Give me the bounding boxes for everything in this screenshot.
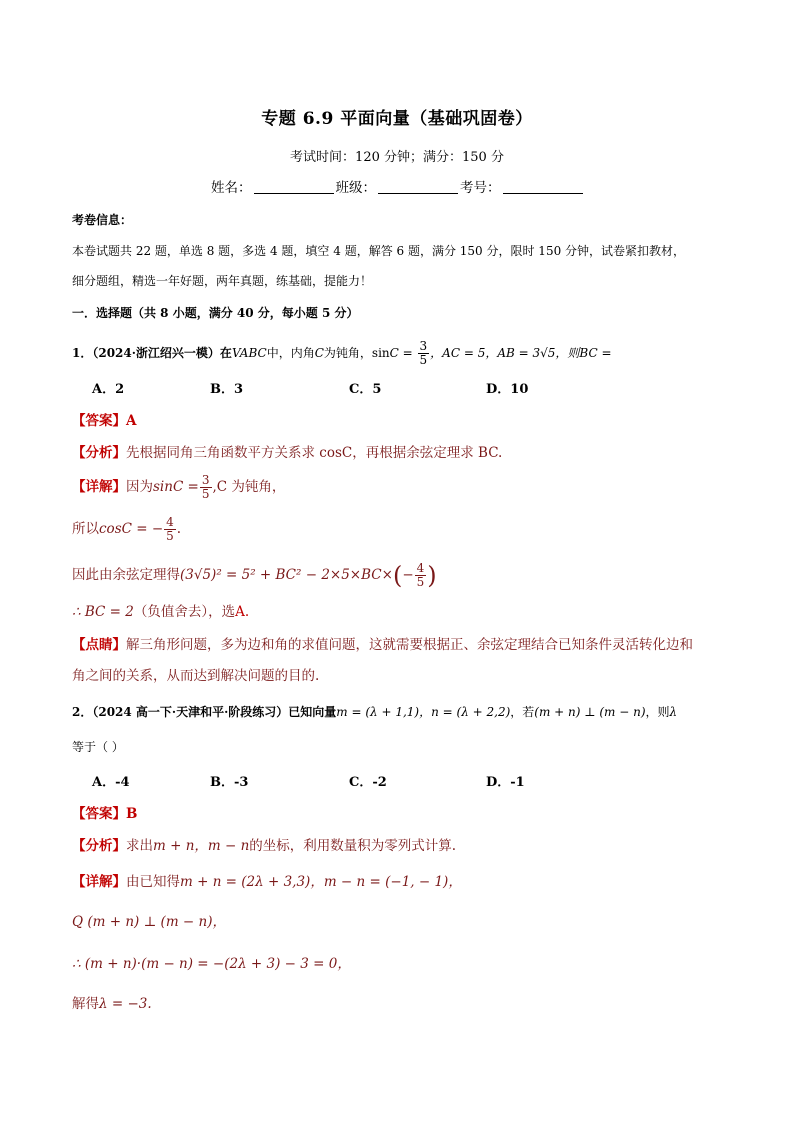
q1-detail2-num: 4	[166, 515, 174, 529]
q1-detail-1	[72, 474, 285, 501]
q1-eq: =	[398, 346, 417, 360]
q1-detail3-expr: (3√5)² = 5² + BC² − 2×5×BC×	[180, 567, 393, 583]
q1-left-paren: (	[392, 561, 403, 590]
q1-sin-arg: C	[389, 346, 399, 360]
q1-detail3-a: 因此由余弦定理得	[72, 567, 180, 583]
q1-comment-1	[72, 633, 693, 653]
q1-detail1-frac	[200, 474, 212, 501]
q2-detail-2: Q (m + n) ⊥ (m − n)，	[72, 914, 226, 930]
number-blank[interactable]	[503, 181, 583, 194]
q2-detail-4	[72, 992, 152, 1012]
q1-triangle: VABC	[231, 346, 267, 360]
q2-analysis-tag: 【分析】	[72, 838, 126, 854]
q1-detail2-cos: cosC = −	[99, 521, 164, 537]
q2-option-d[interactable]: D．-1	[486, 775, 525, 790]
q2-m-vector: m = (λ + 1,1)	[336, 705, 420, 719]
q1-detail2-frac	[164, 516, 176, 543]
q1-detail2-den: 5	[166, 529, 174, 543]
q1-frac-den: 5	[419, 353, 428, 367]
q1-analysis	[72, 441, 502, 461]
q2-analysis-expr: m + n，m − n	[153, 838, 250, 854]
q1-answer-value: A	[126, 413, 137, 429]
q1-comment-line-2: 角之间的关系，从而达到解决问题的目的.	[72, 668, 320, 684]
class-label: 班级：	[335, 180, 376, 196]
q2-option-c[interactable]: C．-2	[349, 775, 387, 790]
q1-detail-tag: 【详解】	[72, 479, 126, 495]
q1-comment-tag: 【点睛】	[72, 637, 126, 653]
q1-detail-2	[72, 516, 181, 543]
q2-prefix: 2．（2024 高一下·天津和平·阶段练习）已知向量	[72, 705, 337, 719]
q1-answer-tag: 【答案】	[72, 413, 126, 429]
q1-option-b[interactable]: B．3	[210, 382, 244, 397]
q2-detail-3: ∴ (m + n)·(m − n) = −(2λ + 3) − 3 = 0，	[72, 956, 351, 972]
q1-detail3-frac	[415, 562, 427, 589]
q1-option-a[interactable]: A．2	[92, 382, 125, 397]
q1-sin: sin	[371, 346, 390, 360]
q1-minus: −	[402, 567, 414, 583]
q1-detail4-b: （负值舍去），选	[133, 604, 236, 620]
q2-answer	[72, 802, 137, 822]
q2-analysis	[72, 834, 456, 854]
q1-detail1-a: 因为	[126, 479, 153, 495]
q1-detail1-num: 3	[201, 473, 210, 487]
q1-analysis-text: 先根据同角三角函数平方关系求 cosC，再根据余弦定理求 BC.	[126, 445, 503, 461]
q2-answer-value: B	[126, 806, 138, 822]
class-blank[interactable]	[378, 181, 458, 194]
exam-info: 考试时间：120 分钟；满分：150 分	[290, 150, 504, 165]
q2-n-vector: ，n = (λ + 2,2)	[419, 705, 511, 719]
q2-answer-tag: 【答案】	[72, 806, 126, 822]
q2-option-b[interactable]: B．-3	[210, 775, 249, 790]
q2-analysis-a: 求出	[126, 838, 153, 854]
q1-comment-line-1: 解三角形问题，多为边和角的求值问题，这就需要根据正、余弦定理结合已知条件灵活转化边和	[126, 637, 693, 653]
section-heading: 一．选择题（共 8 小题，满分 40 分，每小题 5 分）	[72, 306, 359, 320]
q2-cond: ，若	[510, 705, 535, 719]
q1-mid2: 为钝角，	[323, 346, 372, 360]
q2-then: ，则	[645, 705, 670, 719]
q2-detail1-a: 由已知得	[126, 874, 180, 890]
q2-analysis-b: 的坐标，利用数量积为零列式计算.	[249, 838, 457, 854]
q2-detail1-expr: m + n = (2λ + 3,3)，m − n = (−1, − 1)，	[180, 874, 462, 890]
q1-option-c[interactable]: C．5	[349, 382, 382, 397]
q1-detail3-num: 4	[416, 561, 425, 575]
q1-detail4-c: A.	[235, 604, 250, 620]
q1-sides: ，AC = 5，AB = 3√5，则	[430, 346, 580, 360]
q2-detail-1	[72, 870, 462, 890]
q1-detail-4	[72, 600, 249, 620]
name-label: 姓名：	[211, 180, 252, 196]
q1-frac-num: 3	[419, 339, 428, 353]
info-line-1: 本卷试题共 22 题，单选 8 题，多选 4 题，填空 4 题，解答 6 题，满分 150 分，限时 150 分钟，试卷紧扣教材，	[72, 244, 686, 258]
info-heading: 考卷信息：	[72, 213, 133, 227]
name-blank[interactable]	[254, 181, 334, 194]
question-2-stem	[72, 703, 677, 720]
q1-detail4-a: ∴ BC = 2	[72, 604, 134, 620]
q1-detail2-b: .	[176, 521, 182, 537]
q1-detail3-den: 5	[416, 575, 425, 589]
question-1-stem	[72, 340, 612, 367]
q1-detail1-sin: sinC =	[153, 479, 199, 495]
q1-bc: BC =	[579, 346, 612, 360]
q1-angle: C	[314, 346, 324, 360]
q2-detail4-b: λ = −3.	[99, 996, 152, 1012]
q2-lambda: λ	[669, 705, 678, 719]
info-line-2: 细分题组，精选一年好题，两年真题，练基础，提能力！	[72, 274, 373, 288]
q1-right-paren: )	[427, 561, 437, 590]
q1-detail-3	[72, 562, 437, 589]
q1-fraction	[418, 340, 430, 367]
q2-perp: (m + n) ⊥ (m − n)	[534, 705, 646, 719]
q1-detail2-a: 所以	[72, 521, 99, 537]
q1-option-d[interactable]: D．10	[486, 382, 529, 397]
q1-analysis-tag: 【分析】	[72, 445, 126, 461]
number-label: 考号：	[460, 180, 501, 196]
q2-detail4-a: 解得	[72, 996, 99, 1012]
q2-option-a[interactable]: A．-4	[92, 775, 130, 790]
student-fields	[211, 176, 585, 196]
page-title: 专题 6.9 平面向量（基础巩固卷）	[261, 109, 533, 129]
q1-detail1-b: ,C 为钝角，	[212, 479, 286, 495]
q2-detail-tag: 【详解】	[72, 874, 126, 890]
q1-answer	[72, 409, 136, 429]
q2-stem-line-2: 等于（ ）	[72, 740, 124, 754]
q1-mid: 中，内角	[266, 346, 315, 360]
q1-prefix: 1．（2024·浙江绍兴一模）在	[72, 346, 232, 360]
q1-detail1-den: 5	[201, 487, 210, 501]
